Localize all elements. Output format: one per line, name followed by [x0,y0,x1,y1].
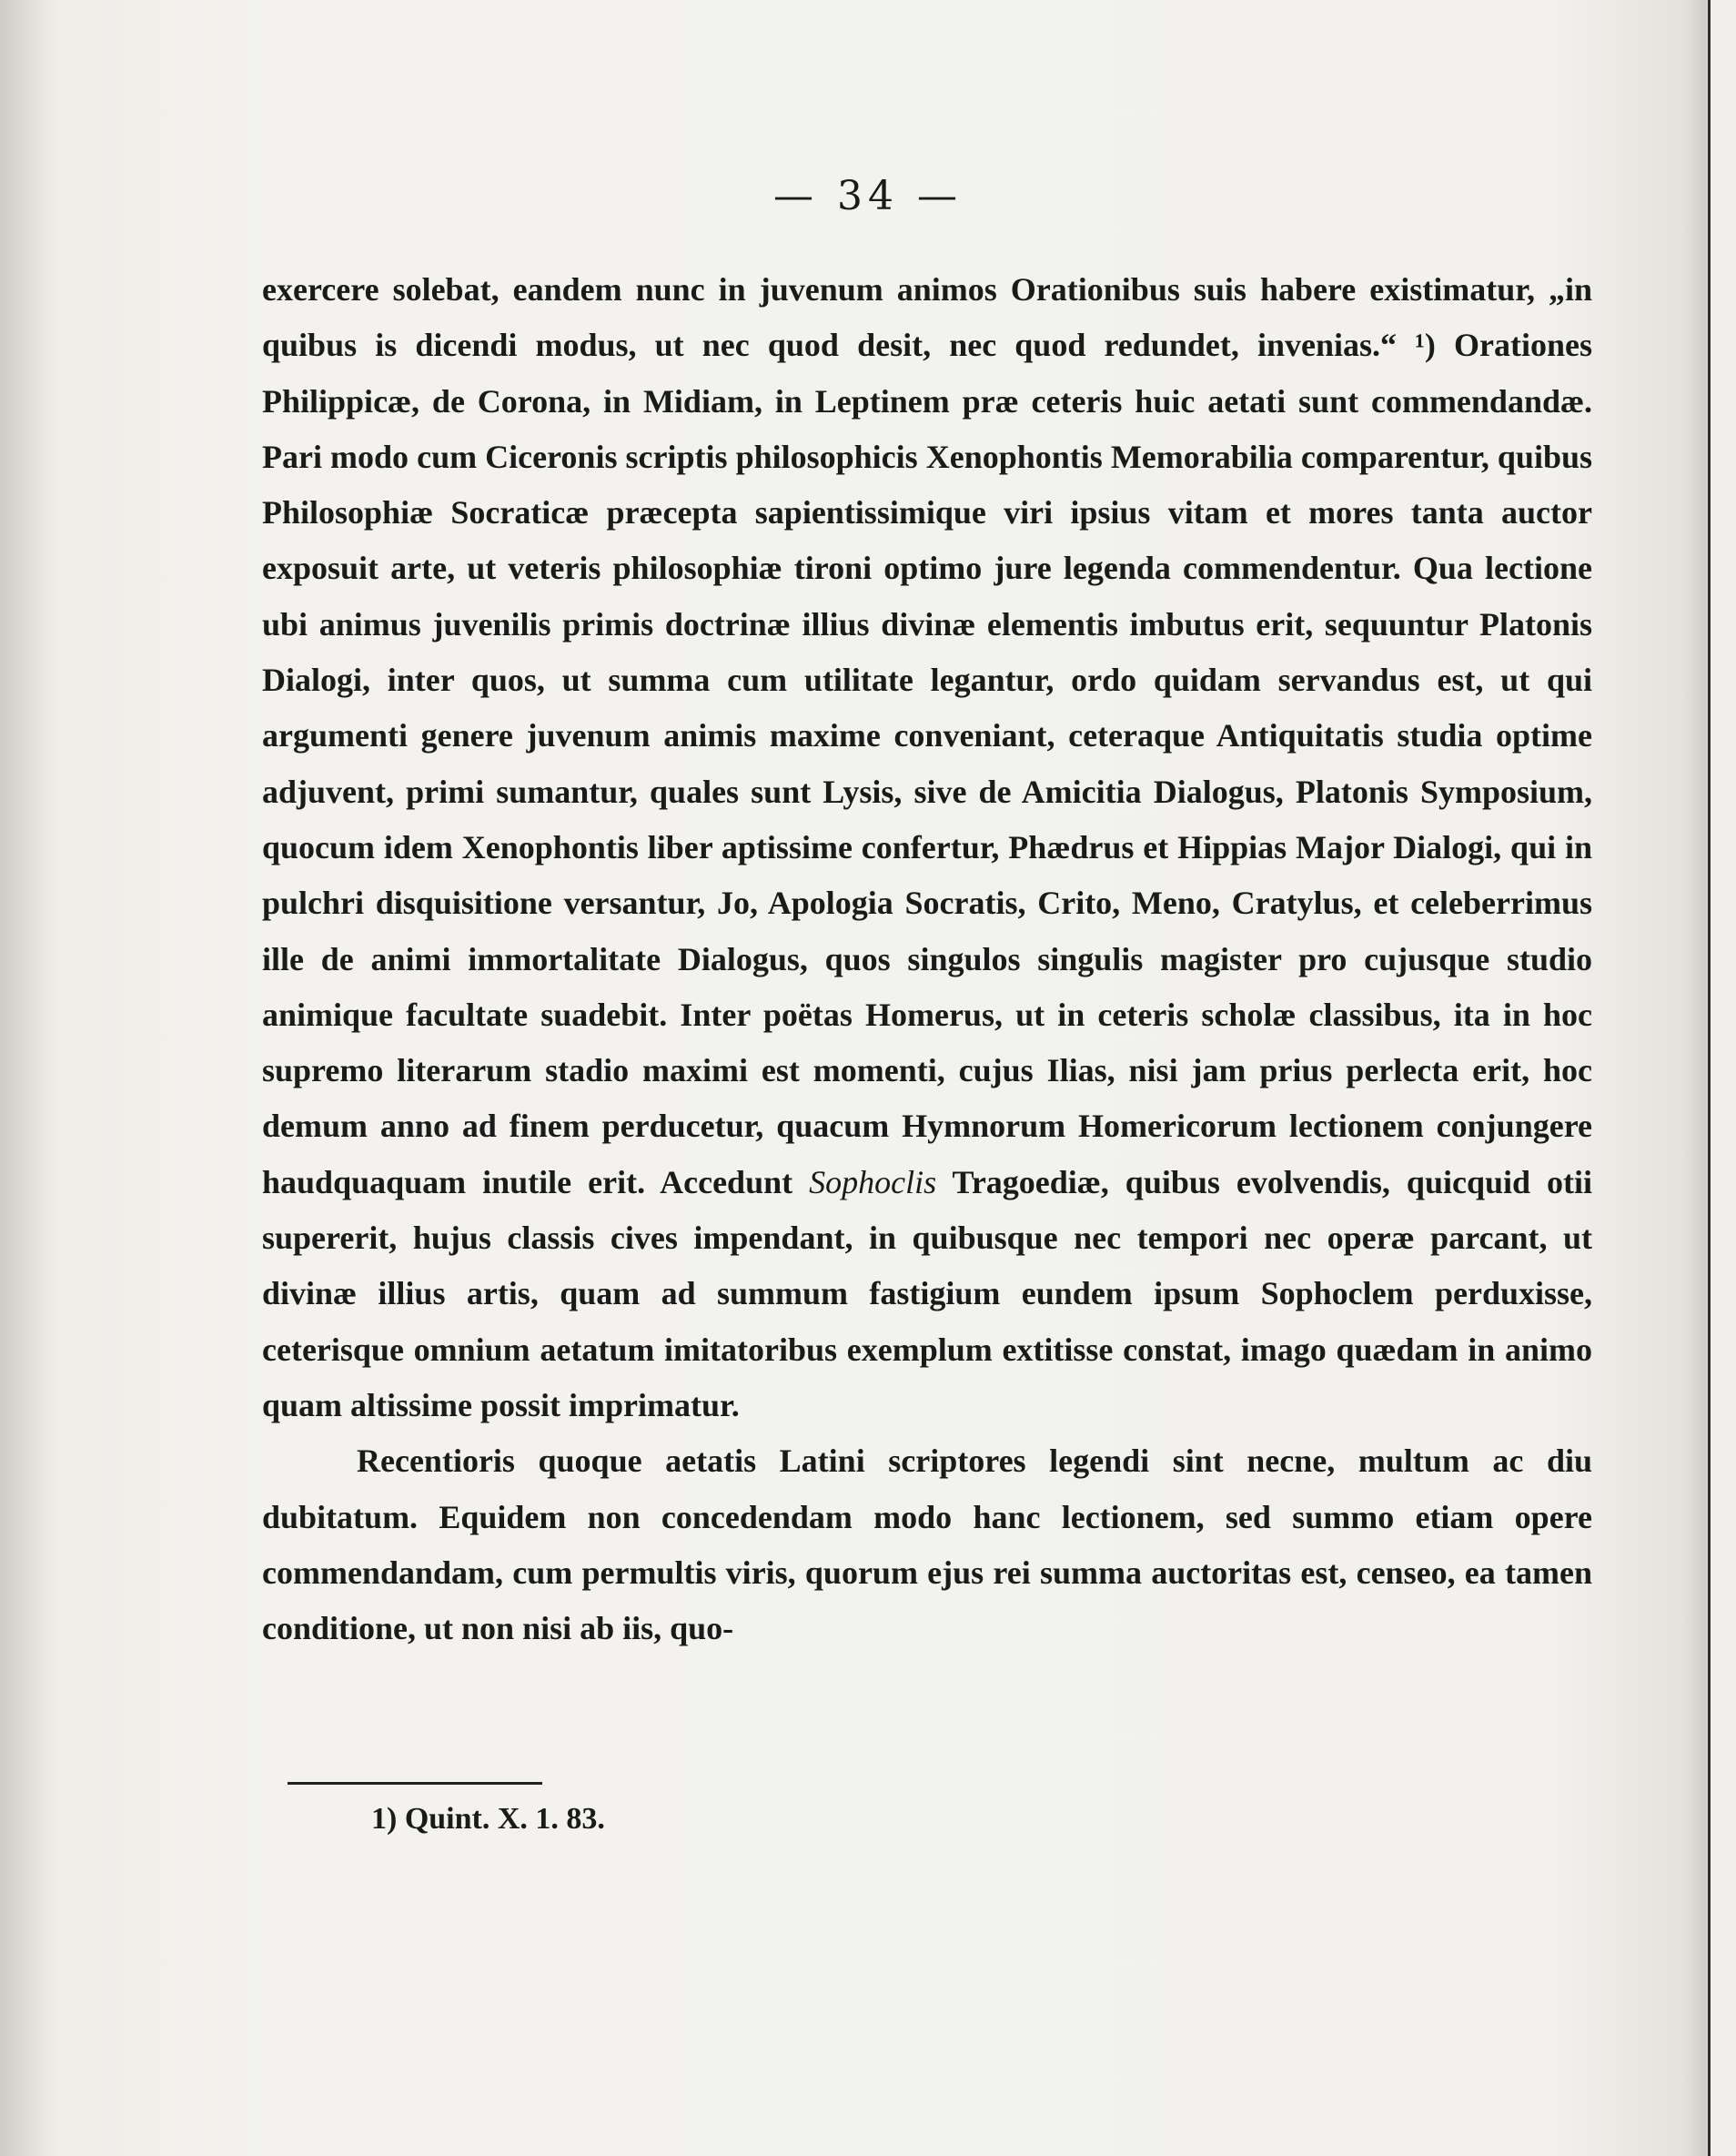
page-edge [1708,0,1711,2156]
paragraph-1-part-a: exercere solebat, eandem nunc in juvenum animos Orationibus suis habere existimatur, „in quibus is dicendi modus, ut nec quod desit, nec quod redundet, invenias.“ ¹) Orationes Philippicæ, de Corona, in Midiam, in Leptinem præ ceteris huic aetati sunt commendandæ. Pari modo cum Ciceronis scriptis philosophicis Xenophontis Memorabilia comparentur, quibus Philosophiæ Socraticæ præcepta sapientissimique viri ipsius vitam et mores tanta auctor exposuit arte, ut veteris philosophiæ tironi optimo jure legenda commendentur. Qua lectione ubi animus juvenilis primis doctrinæ illius divinæ elementis imbutus erit, sequuntur Platonis Dialogi, inter quos, ut summa cum utilitate legantur, ordo quidam servandus est, ut qui argumenti genere juvenum animis maxime conveniant, ceteraque Antiquitatis studia optime adjuvent, primi sumantur, quales sunt Lysis, sive de Amicitia Dialogus, Platonis Symposium, quocum idem Xenophontis liber aptissime confertur, Phædrus et Hippias Major Dialogi, qui in pulchri disquisitione versantur, Jo, Apologia Socratis, Crito, Meno, Cratylus, et celeberrimus ille de animi immortalitate Dialogus, quos singulos singulis magister pro cujusque studio animique facultate suadebit. Inter poëtas Homerus, ut in ceteris scholæ classibus, ita in hoc supremo literarum stadio maximi est momenti, cujus Ilias, nisi jam prius perlecta erit, hoc demum anno ad finem perducetur, quacum Hymnorum Homericorum lectionem conjungere haudquaquam inutile erit. Accedunt [262,271,1592,1200]
footnote-rule [288,1782,542,1785]
paragraph-1-part-b: Tragoediæ, quibus evolvendis, quicquid otii supererit, hujus classis cives impendant, in quibusque nec tempori nec operæ parcant, ut divinæ illius artis, quam ad summum fastigium eundem ipsum Sophoclem perduxisse, ceterisque omnium aetatum imitatoribus exemplum extitisse constat, imago quædam in animo quam altissime possit imprimatur. [262,1163,1593,1423]
footnote: 1) Quint. X. 1. 83. [371,1802,605,1836]
italic-sophoclis: Sophoclis [809,1163,937,1200]
page-number-header: — 34 — [773,173,963,219]
paragraph-1 [262,262,1592,1433]
body-text [262,262,1592,1656]
paragraph-2: Recentioris quoque aetatis Latini scriptores legendi sint necne, multum ac diu dubitatum. Equidem non concedendam modo hanc lectionem, sed summo etiam opere commendandam, cum permultis viris, quorum ejus rei summa auctoritas est, censeo, ea tamen conditione, ut non nisi ab iis, quo- [262,1442,1592,1647]
